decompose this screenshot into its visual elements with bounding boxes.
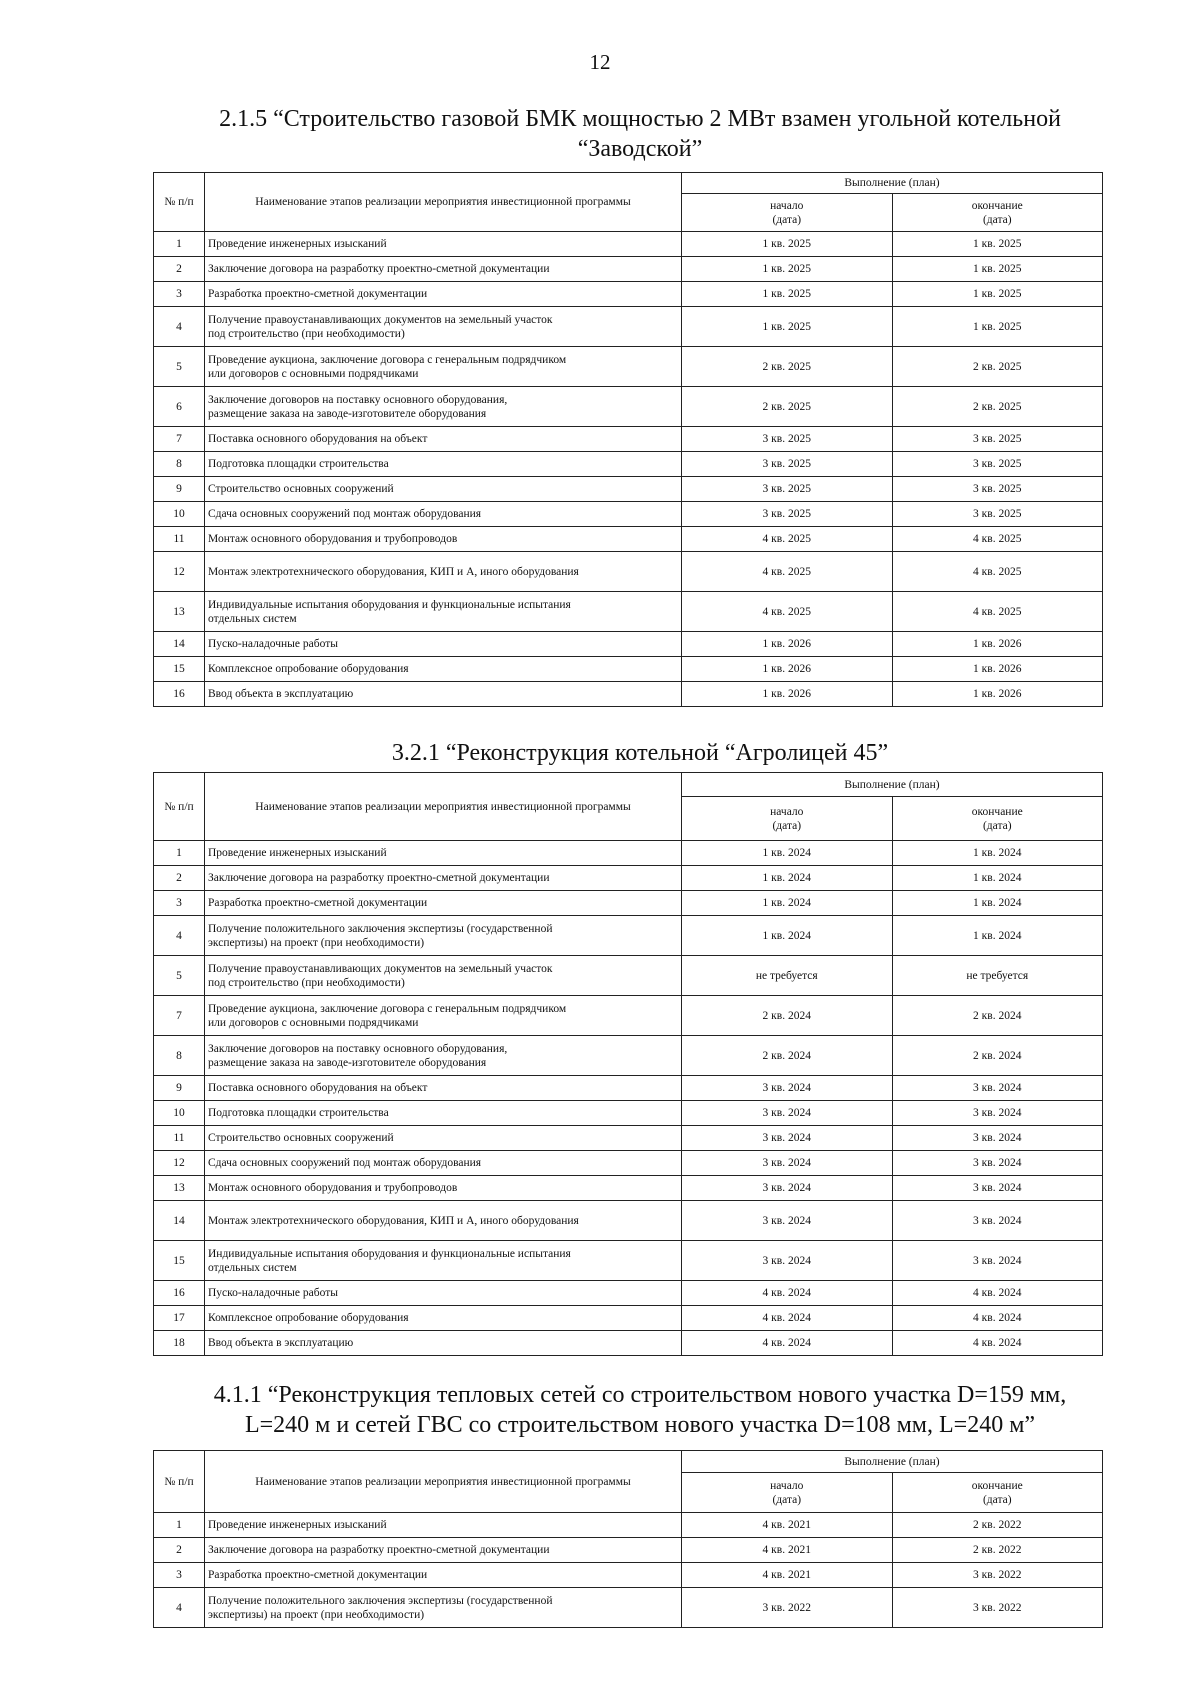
start-date: 3 кв. 2024 [682,1201,893,1241]
start-date: 4 кв. 2021 [682,1563,893,1588]
end-date: не требуется [892,956,1103,996]
table-row [154,1306,1103,1331]
column-header-start [682,194,893,232]
stage-name [205,1588,682,1628]
end-date: 1 кв. 2025 [892,307,1103,347]
stage-name-line: под строительство (при необходимости) [208,976,405,989]
stage-name [205,552,682,592]
table-row [154,1101,1103,1126]
stage-name-line: Заключение договора на разработку проектно-сметной документации [208,263,550,275]
stage-name [205,527,682,552]
row-number: 12 [154,552,205,592]
row-number: 18 [154,1331,205,1356]
row-number: 7 [154,996,205,1036]
header-label: начало [770,805,804,818]
start-date: 4 кв. 2024 [682,1331,893,1356]
section-title-line: L=240 м и сетей ГВС со строительством нового участка D=108 мм, L=240 м” [244,1412,1036,1438]
start-date: 3 кв. 2025 [682,477,893,502]
table-row [154,1513,1103,1538]
table-row [154,502,1103,527]
start-date: 3 кв. 2022 [682,1588,893,1628]
row-number: 2 [154,866,205,891]
row-number: 3 [154,1563,205,1588]
stage-name [205,956,682,996]
end-date: 3 кв. 2024 [892,1176,1103,1201]
table-row [154,1201,1103,1241]
page-number: 12 [589,50,611,74]
stage-name-line: Проведение инженерных изысканий [208,847,387,859]
row-number: 3 [154,282,205,307]
stage-name-line: Заключение договора на разработку проектно-сметной документации [208,872,550,884]
start-date: 3 кв. 2025 [682,427,893,452]
header-label: начало [770,199,804,212]
column-header-stage-name: Наименование этапов реализации мероприятия инвестиционной программы [205,173,682,232]
stage-name [205,232,682,257]
header-date-label: (дата) [772,213,802,226]
start-date: 1 кв. 2026 [682,657,893,682]
stage-name-line: Проведение инженерных изысканий [208,1519,387,1531]
end-date: 3 кв. 2025 [892,452,1103,477]
column-header-execution: Выполнение (план) [682,773,1103,797]
stage-name-line: Разработка проектно-сметной документации [208,288,428,300]
start-date: 1 кв. 2024 [682,891,893,916]
header-row [154,173,1103,194]
stage-name-line: размещение заказа на заводе-изготовителе оборудования [208,1056,487,1069]
end-date: 4 кв. 2025 [892,527,1103,552]
stage-name [205,1331,682,1356]
table-row [154,1281,1103,1306]
table-row [154,996,1103,1036]
table-row [154,452,1103,477]
table-row [154,477,1103,502]
stage-name-line: размещение заказа на заводе-изготовителе оборудования [208,407,487,420]
stage-name-line: или договоров с основными подрядчиками [208,367,419,380]
table-body [154,173,1103,707]
start-date: не требуется [682,956,893,996]
table-body [154,773,1103,1356]
start-date: 1 кв. 2025 [682,282,893,307]
end-date: 2 кв. 2024 [892,996,1103,1036]
table-row [154,1151,1103,1176]
end-date: 3 кв. 2025 [892,427,1103,452]
column-header-number: № п/п [154,1451,205,1513]
column-header-number: № п/п [154,773,205,841]
end-date: 3 кв. 2024 [892,1101,1103,1126]
end-date: 1 кв. 2026 [892,632,1103,657]
stage-name-line: Строительство основных сооружений [208,483,394,495]
stage-name-line: Получение положительного заключения экспертизы (государственной [208,1594,553,1607]
start-date: 1 кв. 2026 [682,632,893,657]
table-row [154,866,1103,891]
table-row [154,1538,1103,1563]
end-date: 1 кв. 2025 [892,282,1103,307]
end-date: 3 кв. 2024 [892,1201,1103,1241]
start-date: 4 кв. 2021 [682,1513,893,1538]
stage-name-line: Получение положительного заключения экспертизы (государственной [208,922,553,935]
start-date: 4 кв. 2025 [682,592,893,632]
end-date: 1 кв. 2024 [892,891,1103,916]
start-date: 4 кв. 2025 [682,527,893,552]
stage-name [205,1538,682,1563]
row-number: 11 [154,1126,205,1151]
header-label: окончание [971,1479,1023,1492]
row-number: 1 [154,1513,205,1538]
section-title-line: “Заводской” [577,136,703,162]
stage-name-line: экспертизы) на проект (при необходимости) [208,936,425,949]
start-date: 2 кв. 2025 [682,387,893,427]
row-number: 4 [154,307,205,347]
table-row [154,956,1103,996]
stage-name-line: Заключение договора на разработку проектно-сметной документации [208,1544,550,1556]
stage-name [205,1101,682,1126]
column-header-start [682,1473,893,1513]
table-row [154,282,1103,307]
stage-name [205,1151,682,1176]
table-row [154,347,1103,387]
stage-name-line: экспертизы) на проект (при необходимости) [208,1608,425,1621]
stage-name-line: Монтаж основного оборудования и трубопроводов [208,1182,458,1194]
stage-name [205,477,682,502]
row-number: 1 [154,232,205,257]
stage-name-line: Подготовка площадки строительства [208,1107,389,1119]
table-row [154,891,1103,916]
table-row [154,916,1103,956]
table-row [154,257,1103,282]
stage-name [205,1201,682,1241]
row-number: 9 [154,477,205,502]
section-title-4-1-1 [150,1380,1130,1440]
start-date: 3 кв. 2025 [682,502,893,527]
stage-name-line: Сдача основных сооружений под монтаж оборудования [208,508,482,520]
row-number: 4 [154,1588,205,1628]
table-row [154,682,1103,707]
row-number: 14 [154,632,205,657]
table-row [154,232,1103,257]
stage-name [205,592,682,632]
table-row [154,632,1103,657]
stage-name [205,307,682,347]
stage-name [205,682,682,707]
stage-name [205,916,682,956]
stage-name [205,502,682,527]
end-date: 3 кв. 2025 [892,477,1103,502]
row-number: 15 [154,657,205,682]
table-row [154,527,1103,552]
table-row [154,1241,1103,1281]
header-date-label: (дата) [982,1493,1012,1506]
row-number: 9 [154,1076,205,1101]
end-date: 1 кв. 2025 [892,232,1103,257]
column-header-end [892,797,1103,841]
end-date: 1 кв. 2024 [892,916,1103,956]
table-row [154,307,1103,347]
end-date: 2 кв. 2025 [892,347,1103,387]
stage-name-line: Проведение аукциона, заключение договора с генеральным подрядчиком [208,353,567,366]
section-title-2-1-5 [150,104,1130,164]
stage-name [205,1563,682,1588]
stage-name-line: Получение правоустанавливающих документов на земельный участок [208,962,553,975]
section-title-line: 2.1.5 “Строительство газовой БМК мощностью 2 МВт взамен угольной котельной [219,106,1061,132]
stage-name [205,452,682,477]
header-date-label: (дата) [982,213,1012,226]
table-row [154,1563,1103,1588]
start-date: 2 кв. 2025 [682,347,893,387]
table-row [154,427,1103,452]
column-header-number: № п/п [154,173,205,232]
table-row [154,1176,1103,1201]
stage-name-line: Монтаж основного оборудования и трубопроводов [208,533,458,545]
column-header-start [682,797,893,841]
column-header-execution: Выполнение (план) [682,1451,1103,1473]
start-date: 3 кв. 2024 [682,1241,893,1281]
header-date-label: (дата) [772,819,802,832]
start-date: 2 кв. 2024 [682,1036,893,1076]
row-number: 16 [154,1281,205,1306]
stage-name [205,1281,682,1306]
end-date: 4 кв. 2024 [892,1281,1103,1306]
row-number: 8 [154,1036,205,1076]
stage-name-line: Заключение договоров на поставку основного оборудования, [208,393,508,406]
column-header-end [892,1473,1103,1513]
row-number: 14 [154,1201,205,1241]
row-number: 16 [154,682,205,707]
end-date: 1 кв. 2026 [892,657,1103,682]
end-date: 4 кв. 2024 [892,1331,1103,1356]
header-date-label: (дата) [982,819,1012,832]
start-date: 3 кв. 2024 [682,1151,893,1176]
stage-name [205,657,682,682]
row-number: 2 [154,257,205,282]
table-row [154,1126,1103,1151]
section-title-line: 4.1.1 “Реконструкция тепловых сетей со строительством нового участка D=159 мм, [213,1382,1067,1408]
stage-name-line: Поставка основного оборудования на объект [208,1082,428,1094]
stage-name-line: Получение правоустанавливающих документов на земельный участок [208,313,553,326]
row-number: 8 [154,452,205,477]
end-date: 2 кв. 2022 [892,1538,1103,1563]
stage-name-line: Поставка основного оборудования на объект [208,433,428,445]
stage-name-line: Пуско-наладочные работы [208,1287,338,1299]
start-date: 4 кв. 2021 [682,1538,893,1563]
stage-name [205,1126,682,1151]
end-date: 3 кв. 2022 [892,1563,1103,1588]
stage-name-line: Индивидуальные испытания оборудования и функциональные испытания [208,598,571,611]
stage-name [205,1076,682,1101]
end-date: 2 кв. 2024 [892,1036,1103,1076]
row-number: 2 [154,1538,205,1563]
schedule-table-4-1-1 [153,1450,1103,1628]
stage-name [205,282,682,307]
stage-name-line: Подготовка площадки строительства [208,458,389,470]
table-row [154,552,1103,592]
end-date: 1 кв. 2026 [892,682,1103,707]
end-date: 1 кв. 2024 [892,841,1103,866]
stage-name-line: Монтаж электротехнического оборудования, КИП и А, иного оборудования [208,1214,579,1227]
schedule-table-2-1-5 [153,172,1103,707]
header-date-label: (дата) [772,1493,802,1506]
stage-name-line: Проведение инженерных изысканий [208,238,387,250]
stage-name [205,427,682,452]
end-date: 3 кв. 2025 [892,502,1103,527]
stage-name [205,387,682,427]
start-date: 1 кв. 2026 [682,682,893,707]
schedule-table-3-2-1 [153,772,1103,1356]
header-label: начало [770,1479,804,1492]
column-header-stage-name: Наименование этапов реализации мероприятия инвестиционной программы [205,773,682,841]
table-body [154,1451,1103,1628]
end-date: 2 кв. 2025 [892,387,1103,427]
stage-name [205,1306,682,1331]
stage-name [205,1036,682,1076]
stage-name-line: Ввод объекта в эксплуатацию [208,1337,354,1349]
end-date: 3 кв. 2022 [892,1588,1103,1628]
end-date: 1 кв. 2025 [892,257,1103,282]
stage-name-line: Пуско-наладочные работы [208,638,338,650]
stage-name [205,1176,682,1201]
stage-name [205,347,682,387]
row-number: 17 [154,1306,205,1331]
row-number: 12 [154,1151,205,1176]
start-date: 1 кв. 2024 [682,841,893,866]
stage-name-line: Разработка проектно-сметной документации [208,897,428,909]
start-date: 1 кв. 2025 [682,232,893,257]
table-row [154,592,1103,632]
row-number: 13 [154,1176,205,1201]
stage-name-line: Проведение аукциона, заключение договора с генеральным подрядчиком [208,1002,567,1015]
stage-name-line: Разработка проектно-сметной документации [208,1569,428,1581]
row-number: 4 [154,916,205,956]
section-title-3-2-1 [150,738,1130,768]
section-title-line: 3.2.1 “Реконструкция котельной “Агролицей 45” [391,740,889,766]
end-date: 3 кв. 2024 [892,1241,1103,1281]
table-row [154,1076,1103,1101]
stage-name [205,1241,682,1281]
stage-name [205,996,682,1036]
end-date: 4 кв. 2025 [892,552,1103,592]
table-row [154,1588,1103,1628]
stage-name-line: Комплексное опробование оборудования [208,1312,409,1324]
stage-name-line: Сдача основных сооружений под монтаж оборудования [208,1157,482,1169]
stage-name-line: или договоров с основными подрядчиками [208,1016,419,1029]
start-date: 3 кв. 2025 [682,452,893,477]
table-row [154,387,1103,427]
stage-name-line: Комплексное опробование оборудования [208,663,409,675]
end-date: 3 кв. 2024 [892,1076,1103,1101]
header-label: окончание [971,805,1023,818]
stage-name [205,866,682,891]
start-date: 4 кв. 2024 [682,1281,893,1306]
row-number: 5 [154,347,205,387]
stage-name-line: Индивидуальные испытания оборудования и функциональные испытания [208,1247,571,1260]
column-header-execution: Выполнение (план) [682,173,1103,194]
row-number: 7 [154,427,205,452]
row-number: 10 [154,1101,205,1126]
row-number: 5 [154,956,205,996]
stage-name-line: Ввод объекта в эксплуатацию [208,688,354,700]
table-row [154,657,1103,682]
start-date: 3 кв. 2024 [682,1076,893,1101]
row-number: 13 [154,592,205,632]
row-number: 3 [154,891,205,916]
header-label: окончание [971,199,1023,212]
row-number: 1 [154,841,205,866]
stage-name-line: под строительство (при необходимости) [208,327,405,340]
start-date: 4 кв. 2024 [682,1306,893,1331]
start-date: 3 кв. 2024 [682,1176,893,1201]
stage-name [205,891,682,916]
stage-name [205,841,682,866]
header-row [154,773,1103,797]
table-row [154,1036,1103,1076]
start-date: 4 кв. 2025 [682,552,893,592]
end-date: 4 кв. 2025 [892,592,1103,632]
table-row [154,1331,1103,1356]
stage-name-line: Монтаж электротехнического оборудования, КИП и А, иного оборудования [208,565,579,578]
column-header-end [892,194,1103,232]
stage-name-line: Строительство основных сооружений [208,1132,394,1144]
stage-name-line: отдельных систем [208,612,297,625]
start-date: 3 кв. 2024 [682,1126,893,1151]
header-row [154,1451,1103,1473]
start-date: 1 кв. 2025 [682,307,893,347]
stage-name-line: Заключение договоров на поставку основного оборудования, [208,1042,508,1055]
row-number: 11 [154,527,205,552]
start-date: 3 кв. 2024 [682,1101,893,1126]
end-date: 3 кв. 2024 [892,1151,1103,1176]
end-date: 1 кв. 2024 [892,866,1103,891]
start-date: 1 кв. 2024 [682,866,893,891]
end-date: 2 кв. 2022 [892,1513,1103,1538]
start-date: 2 кв. 2024 [682,996,893,1036]
row-number: 6 [154,387,205,427]
start-date: 1 кв. 2024 [682,916,893,956]
end-date: 4 кв. 2024 [892,1306,1103,1331]
row-number: 15 [154,1241,205,1281]
stage-name [205,1513,682,1538]
stage-name [205,257,682,282]
table-row [154,841,1103,866]
start-date: 1 кв. 2025 [682,257,893,282]
stage-name-line: отдельных систем [208,1261,297,1274]
row-number: 10 [154,502,205,527]
end-date: 3 кв. 2024 [892,1126,1103,1151]
column-header-stage-name: Наименование этапов реализации мероприятия инвестиционной программы [205,1451,682,1513]
stage-name [205,632,682,657]
